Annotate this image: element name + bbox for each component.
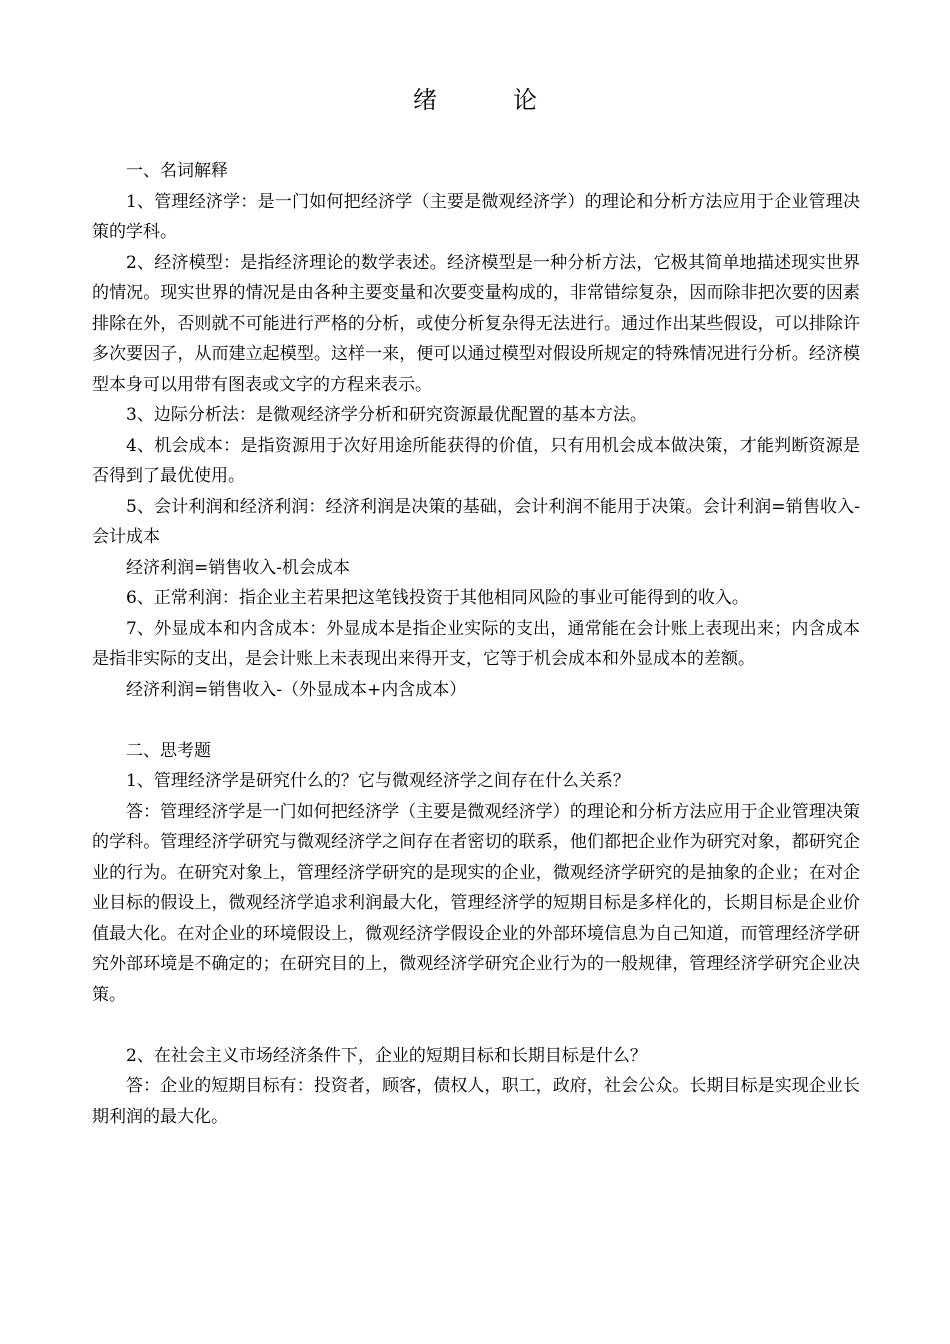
answer-2: 答：企业的短期目标有：投资者，顾客，债权人，职工，政府，社会公众。长期目标是实现企业长期利润的最大化。 [92, 1076, 860, 1127]
section-heading-questions: 二、思考题 [126, 740, 211, 761]
term-2: 2、经济模型：是指经济理论的数学表述。经济模型是一种分析方法，它极其简单地描述现实世界的情况。现实世界的情况是由各种主要变量和次要变量构成的，非常错综复杂，因而除非把次要的因素排除在外，否则就不可能进行严格的分析，或使分析复杂得无法进行。通过作出某些假设，可以排除许多次要因子，从而建立起模型。这样一来，便可以通过模型对假设所规定的特殊情况进行分析。经济模型本身可以用带有图表或文字的方程来表示。 [92, 252, 860, 395]
formula-economic-profit-1: 经济利润=销售收入-机会成本 [126, 557, 350, 578]
question-1: 1、管理经济学是研究什么的？它与微观经济学之间存在什么关系？ [126, 771, 630, 791]
formula-economic-profit-2: 经济利润=销售收入-（外显成本+内含成本） [126, 679, 467, 700]
title-char-1: 绪 [413, 86, 437, 114]
section-heading-terms: 一、名词解释 [126, 161, 228, 181]
question-2: 2、在社会主义市场经济条件下，企业的短期目标和长期目标是什么？ [126, 1045, 647, 1066]
term-7: 7、外显成本和内含成本：外显成本是指企业实际的支出，通常能在会计账上表现出来；内含成本是指非实际的支出，是会计账上未表现出来得开支，它等于机会成本和外显成本的差额。 [92, 618, 860, 669]
title-char-2: 论 [513, 86, 537, 114]
term-3: 3、边际分析法：是微观经济学分析和研究资源最优配置的基本方法。 [126, 405, 647, 425]
term-6: 6、正常利润：指企业主若果把这笔钱投资于其他相同风险的事业可能得到的收入。 [126, 588, 749, 608]
term-5: 5、会计利润和经济利润：经济利润是决策的基础，会计利润不能用于决策。会计利润=销售收入-会计成本 [92, 496, 860, 547]
term-4: 4、机会成本：是指资源用于次好用途所能获得的价值，只有用机会成本做决策，才能判断资源是否得到了最优使用。 [92, 435, 860, 486]
answer-1: 答：管理经济学是一门如何把经济学（主要是微观经济学）的理论和分析方法应用于企业管理决策的学科。管理经济学研究与微观经济学之间存在者密切的联系，他们都把企业作为研究对象，都研究企业的行为。在研究对象上，管理经济学研究的是现实的企业，微观经济学研究的是抽象的企业；在对企业目标的假设上，微观经济学追求利润最大化，管理经济学的短期目标是多样化的，长期目标是企业价值最大化。在对企业的环境假设上，微观经济学假设企业的外部环境信息为自己知道，而管理经济学研究外部环境是不确定的；在研究目的上，微观经济学研究企业行为的一般规律，管理经济学研究企业决策。 [92, 801, 860, 1005]
term-1: 1、管理经济学：是一门如何把经济学（主要是微观经济学）的理论和分析方法应用于企业管理决策的学科。 [92, 191, 860, 242]
page-title [0, 82, 950, 118]
document-body [92, 156, 860, 1132]
